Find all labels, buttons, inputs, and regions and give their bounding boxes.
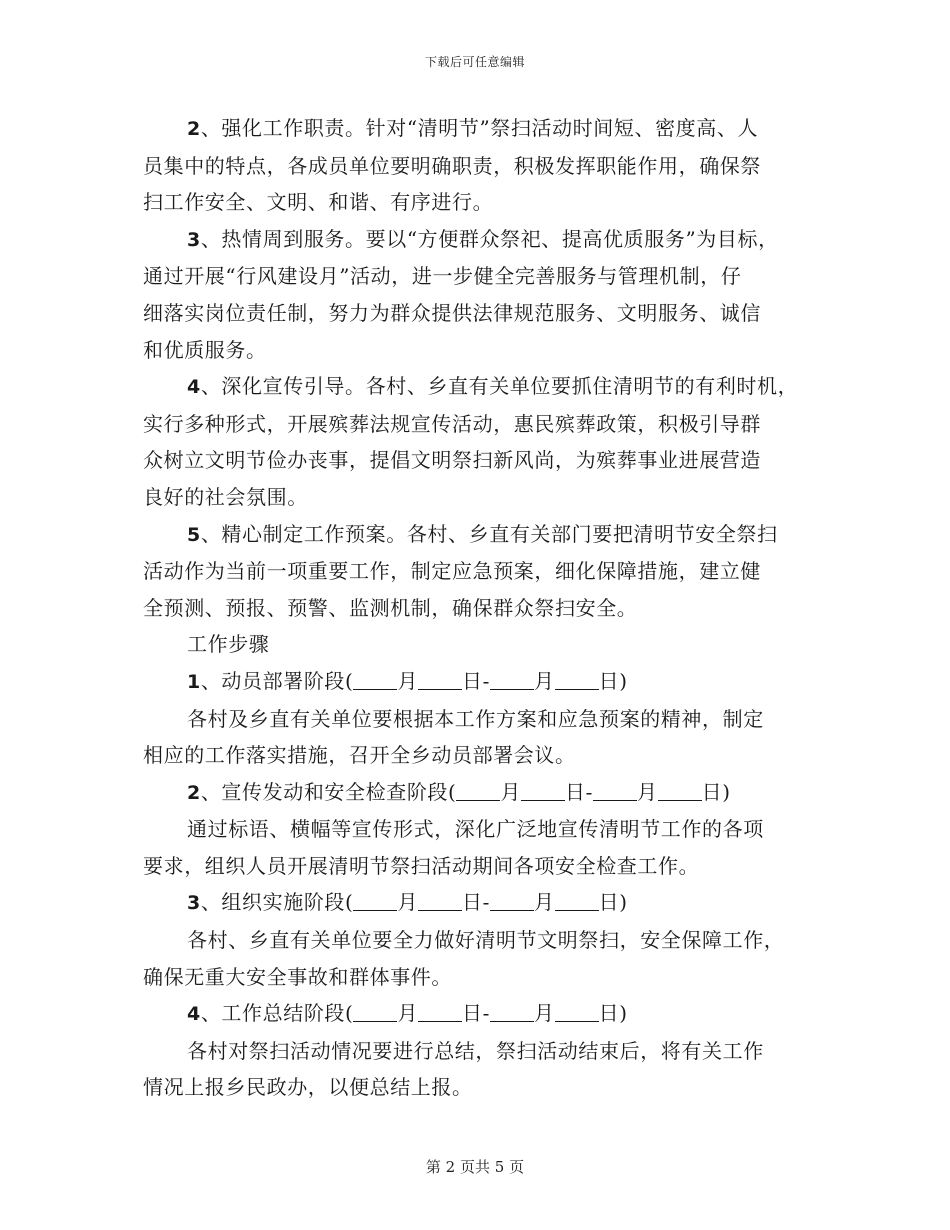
date-blank <box>490 890 534 911</box>
stage-heading <box>143 663 808 701</box>
stage-description <box>143 1033 808 1106</box>
paragraph-line: 扫工作安全、文明、和谐、有序进行。 <box>143 190 494 215</box>
paragraph-line: 各村对祭扫活动情况要进行总结，祭扫活动结束后，将有关工作 <box>187 1038 764 1063</box>
paragraph-item <box>143 516 808 627</box>
paragraph-line: 众树立文明节俭办丧事，提倡文明祭扫新风尚，为殡葬事业进展营造 <box>143 448 761 473</box>
paragraph-line: 相应的工作落实措施，召开全乡动员部署会议。 <box>143 743 576 768</box>
date-blank <box>418 1001 462 1022</box>
paragraph-line <box>143 221 808 259</box>
page-footer: 第 2 页共 5 页 <box>425 1158 525 1176</box>
date-blank <box>490 1001 534 1022</box>
paragraph-item <box>143 110 808 221</box>
paragraph-line: 全预测、预报、预警、监测机制，确保群众祭扫安全。 <box>143 595 638 620</box>
line-text: 、精心制定工作预案。各村、乡直有关部门要把清明节安全祭扫 <box>200 521 778 546</box>
date-blank <box>353 1001 397 1022</box>
paragraph-line <box>143 110 808 148</box>
date-blank <box>658 780 702 801</box>
date-blank <box>555 669 599 690</box>
month-label: 月 <box>397 890 419 915</box>
date-blank <box>456 780 500 801</box>
month-label: 月 <box>637 779 658 804</box>
stage-title: 、组织实施阶段( <box>200 890 354 915</box>
paragraph-line: 各村、乡直有关单位要全力做好清明节文明祭扫，安全保障工作， <box>187 928 785 953</box>
date-blank <box>353 890 397 911</box>
date-blank <box>555 1001 599 1022</box>
stage-heading-line <box>143 663 808 701</box>
paragraph-line: 通过标语、横幅等宣传形式，深化广泛地宣传清明节工作的各项 <box>187 817 764 842</box>
date-blank <box>555 890 599 911</box>
stage-title: 、宣传发动和安全检查阶段( <box>200 779 457 804</box>
day-label: 日) <box>598 1001 628 1026</box>
stage-heading-line <box>143 995 808 1033</box>
stage-number: 4 <box>187 1003 201 1026</box>
stage-number: 2 <box>187 781 201 804</box>
month-label: 月 <box>397 1001 419 1026</box>
paragraph-line: 细落实岗位责任制，努力为群众提供法律规范服务、文明服务、诚信 <box>143 300 761 325</box>
paragraph-line: 活动作为当前一项重要工作，制定应急预案，细化保障措施，建立健 <box>143 559 761 584</box>
paragraph-line <box>143 368 808 406</box>
item-number: 5 <box>187 523 201 546</box>
date-blank <box>521 780 565 801</box>
day-label: 日- <box>462 668 491 693</box>
date-blank <box>418 669 462 690</box>
month-label: 月 <box>500 779 522 804</box>
paragraph-line: 员集中的特点，各成员单位要明确职责，积极发挥职能作用，确保祭 <box>143 153 761 178</box>
stage-title: 、工作总结阶段( <box>200 1001 354 1026</box>
date-blank <box>418 890 462 911</box>
stage-title: 、动员部署阶段( <box>200 668 354 693</box>
stage-description <box>143 701 808 774</box>
line-text: 、热情周到服务。要以“方便群众祭祀、提高优质服务”为目标， <box>200 226 779 251</box>
stage-heading-line <box>143 774 808 812</box>
stage-description <box>143 811 808 884</box>
month-label: 月 <box>397 668 419 693</box>
day-label: 日- <box>462 890 491 915</box>
day-label: 日- <box>462 1001 491 1026</box>
stage-heading <box>143 995 808 1033</box>
month-label: 月 <box>534 890 555 915</box>
paragraph-line: 实行多种形式，开展殡葬法规宣传活动，惠民殡葬政策，积极引导群 <box>143 411 761 436</box>
paragraph-line: 各村及乡直有关单位要根据本工作方案和应急预案的精神，制定 <box>187 706 764 731</box>
stage-number: 3 <box>187 892 201 915</box>
date-blank <box>593 780 637 801</box>
day-label: 日) <box>598 890 628 915</box>
stage-description <box>143 922 808 995</box>
paragraph-line <box>143 516 808 554</box>
paragraph-item <box>143 221 808 368</box>
paragraph-line: 确保无重大安全事故和群体事件。 <box>143 964 452 989</box>
section-title <box>143 626 808 663</box>
stage-heading <box>143 884 808 922</box>
line-text: 、深化宣传引导。各村、乡直有关单位要抓住清明节的有利时机， <box>200 374 799 399</box>
stage-heading <box>143 774 808 812</box>
paragraph-line: 通过开展“行风建设月”活动，进一步健全完善服务与管理机制，仔 <box>143 264 742 289</box>
date-blank <box>490 669 534 690</box>
page-header: 下载后可任意编辑 <box>424 55 525 69</box>
month-label: 月 <box>534 668 555 693</box>
day-label: 日- <box>565 779 594 804</box>
item-number: 2 <box>187 118 201 140</box>
paragraph-line: 要求，组织人员开展清明节祭扫活动期间各项安全检查工作。 <box>143 853 700 878</box>
document-body <box>143 110 808 1106</box>
month-label: 月 <box>534 1001 555 1026</box>
paragraph-line: 情况上报乡民政办，以便总结上报。 <box>143 1075 473 1100</box>
date-blank <box>353 669 397 690</box>
stage-heading-line <box>143 884 808 922</box>
stage-number: 1 <box>187 670 201 693</box>
paragraph-line: 和优质服务。 <box>143 337 267 362</box>
day-label: 日) <box>598 668 628 693</box>
item-number: 3 <box>187 228 201 251</box>
paragraph-line: 良好的社会氛围。 <box>143 484 308 509</box>
day-label: 日) <box>701 779 731 804</box>
item-number: 4 <box>187 376 201 399</box>
paragraph-item <box>143 368 808 515</box>
line-text: 、强化工作职责。针对“清明节”祭扫活动时间短、密度高、人 <box>200 116 759 140</box>
section-title-text: 工作步骤 <box>187 632 270 657</box>
